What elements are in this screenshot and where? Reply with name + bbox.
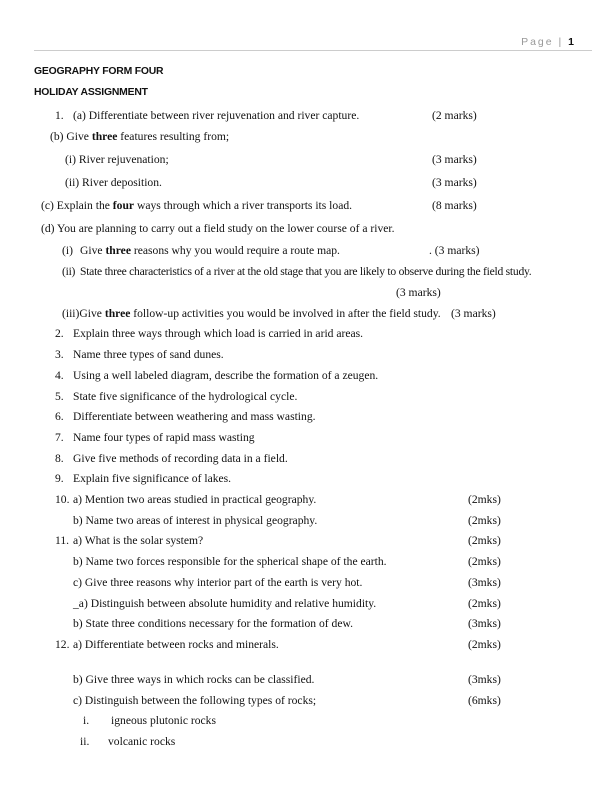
q11-b2: b) State three conditions necessary for the formation of dew. — [73, 617, 353, 630]
q-number: 9. — [55, 472, 64, 485]
page-number: Page | 1 — [521, 36, 574, 48]
question-item — [55, 452, 288, 466]
q10-b-marks: (2mks) — [468, 514, 501, 527]
q-number: 5. — [55, 390, 64, 403]
question-item — [55, 369, 378, 383]
q1-b — [50, 130, 229, 144]
q-number: 8. — [55, 452, 64, 465]
q10-b: b) Name two areas of interest in physical geography. — [73, 514, 318, 527]
q11-a — [55, 534, 203, 548]
bold-text: four — [112, 199, 135, 212]
q12-a-marks: (2mks) — [468, 638, 501, 651]
q12-c-i — [83, 714, 216, 728]
q12-a — [55, 638, 279, 652]
q-text: State three characteristics of a river at the old stage that you are likely to observe during the field study. — [80, 265, 532, 278]
q-number: 7. — [55, 431, 64, 444]
q-number: 10. — [55, 493, 70, 506]
text: reasons why you would require a route map. — [130, 244, 340, 257]
q-text: Name three types of sand dunes. — [73, 348, 224, 361]
q1-d-iii-marks: (3 marks) — [451, 307, 496, 320]
roman-number: ii. — [80, 735, 90, 748]
page-label: Page — [521, 36, 554, 48]
question-item — [55, 348, 224, 362]
q-number: 3. — [55, 348, 64, 361]
document-title: GEOGRAPHY FORM FOUR — [34, 66, 164, 77]
q-number: 11. — [55, 534, 70, 547]
question-item — [55, 390, 297, 404]
q-text: Explain three ways through which load is carried in arid areas. — [73, 327, 364, 340]
question-item — [55, 410, 316, 424]
q-text: Give five methods of recording data in a field. — [73, 452, 288, 465]
q-text: a) What is the solar system? — [73, 534, 204, 547]
q11-a2: _a) Distinguish between absolute humidity and relative humidity. — [73, 597, 377, 610]
question-item — [55, 327, 363, 341]
q12-b: b) Give three ways in which rocks can be classified. — [73, 673, 315, 686]
q-text: Using a well labeled diagram, describe the formation of a zeugen. — [73, 369, 379, 382]
q-number: (ii) — [62, 265, 76, 278]
text: follow-up activities you would be involved in after the field study. — [130, 307, 441, 320]
q-number: 2. — [55, 327, 64, 340]
text: ways through which a river transports its load. — [134, 199, 353, 212]
q-number: 12. — [55, 638, 70, 651]
document-subtitle: HOLIDAY ASSIGNMENT — [34, 87, 148, 98]
roman-number: i. — [83, 714, 90, 727]
bold-text: three — [91, 130, 118, 143]
q11-c: c) Give three reasons why interior part of the earth is very hot. — [73, 576, 363, 589]
q10-a — [55, 493, 316, 507]
page-number-value: 1 — [568, 36, 574, 48]
text: Give — [80, 244, 106, 257]
q-text: a) Mention two areas studied in practical geography. — [73, 493, 317, 506]
bold-text: three — [105, 244, 131, 257]
q-number: 6. — [55, 410, 64, 423]
q11-b2-marks: (3mks) — [468, 617, 501, 630]
q1-a — [55, 109, 359, 123]
q12-b-marks: (3mks) — [468, 673, 501, 686]
text: (iii)Give — [62, 307, 105, 320]
q11-b-marks: (2mks) — [468, 555, 501, 568]
header-rule — [34, 50, 592, 51]
question-item — [55, 431, 255, 445]
q11-b: b) Name two forces responsible for the spherical shape of the earth. — [73, 555, 387, 568]
q-text: State five significance of the hydrological cycle. — [73, 390, 298, 403]
q-text: Name four types of rapid mass wasting — [73, 431, 255, 444]
q12-c: c) Distinguish between the following types of rocks; — [73, 694, 317, 707]
q12-c-ii — [80, 735, 175, 749]
q1-c — [41, 199, 352, 213]
q1-d: (d) You are planning to carry out a field study on the lower course of a river. — [41, 222, 395, 235]
question-item — [55, 472, 231, 486]
q10-a-marks: (2mks) — [468, 493, 501, 506]
q-text: (a) Differentiate between river rejuvenation and river capture. — [73, 109, 360, 122]
text: features resulting from; — [117, 130, 230, 143]
q1-d-i-marks: . (3 marks) — [429, 244, 480, 257]
q12-c-marks: (6mks) — [468, 694, 501, 707]
q1-a-marks: (2 marks) — [432, 109, 477, 122]
q-number: 4. — [55, 369, 64, 382]
q1-d-i — [62, 244, 340, 258]
q11-a2-marks: (2mks) — [468, 597, 501, 610]
q1-c-marks: (8 marks) — [432, 199, 477, 212]
text: (b) Give — [50, 130, 92, 143]
q1-b-ii-marks: (3 marks) — [432, 176, 477, 189]
q11-a-marks: (2mks) — [468, 534, 501, 547]
q11-c-marks: (3mks) — [468, 576, 501, 589]
q-number: (i) — [62, 244, 73, 257]
q-text: Explain five significance of lakes. — [73, 472, 232, 485]
q1-d-ii-marks: (3 marks) — [396, 286, 441, 299]
q-text: igneous plutonic rocks — [111, 714, 216, 727]
text: (c) Explain the — [41, 199, 113, 212]
q-text: a) Differentiate between rocks and minerals. — [73, 638, 279, 651]
q1-d-iii — [62, 307, 441, 321]
q-number: 1. — [55, 109, 64, 122]
q1-b-ii: (ii) River deposition. — [65, 176, 162, 189]
q1-b-i: (i) River rejuvenation; — [65, 153, 169, 166]
bold-text: three — [104, 307, 131, 320]
q1-d-ii — [62, 265, 531, 279]
q-text: Differentiate between weathering and mass wasting. — [73, 410, 316, 423]
q-text: volcanic rocks — [108, 735, 176, 748]
q1-b-i-marks: (3 marks) — [432, 153, 477, 166]
